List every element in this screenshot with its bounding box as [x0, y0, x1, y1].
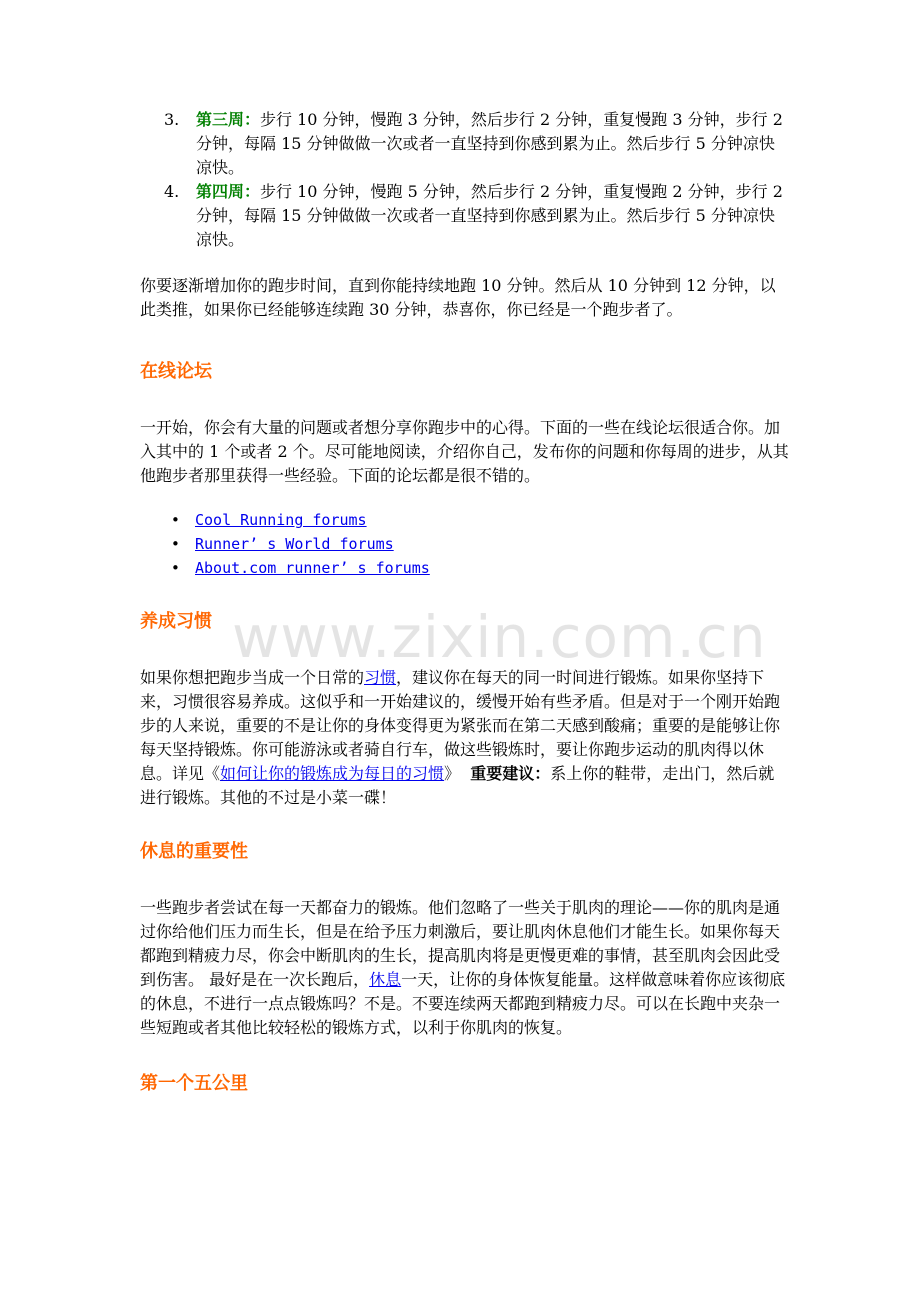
text-span: 》: [444, 764, 471, 783]
text-span: 系上你的鞋带，走出门，然后就进行锻炼。其他的不过是小菜一碟！: [140, 764, 775, 807]
watermark: www.zixin.com.cn: [232, 603, 767, 671]
link-about-com[interactable]: About.com runner’ s forums: [195, 559, 430, 577]
link-habit[interactable]: 习惯: [364, 668, 397, 687]
first-5k-heading: 第一个五公里: [140, 1073, 248, 1094]
text-span: 一些跑步者尝试在每一天都奋力的锻炼。他们忽略了一些关于肌肉的理论——你的肌肉是通过你给他们压力而生长，但是在给予压力刺激后，要让肌肉休息他们才能生长。如果你每天都跑到精疲力尽，你会中断肌肉的生长，提高肌肉将是更慢更难的事情，甚至肌肉会因此受到伤害。 最好是在一次长跑后，: [140, 898, 781, 989]
list-number: 3.: [164, 110, 180, 129]
bullet-icon: •: [171, 535, 180, 553]
forum-heading: 在线论坛: [140, 361, 212, 382]
habit-paragraph: [140, 666, 790, 810]
list-number: 4.: [164, 182, 180, 201]
link-daily-habit-article[interactable]: 如何让你的锻炼成为每日的习惯: [220, 764, 445, 783]
week-label: 第三周：: [196, 110, 261, 129]
list-item: [164, 180, 790, 252]
document-body: [140, 108, 790, 1098]
list-item: [171, 556, 790, 580]
text-span: 一天，让你的身体恢复能量。这样做意味着你应该彻底的休息，不进行一点点锻炼吗？不是。不要连续两天都跑到精疲力尽。可以在长跑中夹杂一些短跑或者其他比较轻松的锻炼方式，以利于你肌肉的恢复。: [140, 970, 786, 1037]
intro-paragraph: 你要逐渐增加你的跑步时间，直到你能持续地跑 10 分钟。然后从 10 分钟到 12 分钟，以此类推，如果你已经能够连续跑 30 分钟，恭喜你，你已经是一个跑步者了。: [140, 276, 776, 319]
forum-paragraph: 一开始，你会有大量的问题或者想分享你跑步中的心得。下面的一些在线论坛很适合你。加入其中的 1 个或者 2 个。尽可能地阅读，介绍你自己，发布你的问题和你每周的进步，从其他跑步者那里获得一些经验。下面的论坛都是很不错的。: [140, 418, 789, 485]
bullet-icon: •: [171, 559, 180, 577]
week-text: 步行 10 分钟，慢跑 5 分钟，然后步行 2 分钟，重复慢跑 2 分钟，步行 2 分钟，每隔 15 分钟做做一次或者一直坚持到你感到累为止。然后步行 5 分钟凉快凉快。: [196, 182, 783, 249]
text-span: 如果你想把跑步当成一个日常的: [140, 668, 365, 687]
link-runners-world[interactable]: Runner’ s World forums: [195, 535, 394, 553]
week-label: 第四周：: [196, 182, 261, 201]
rest-heading: 休息的重要性: [140, 841, 248, 862]
habit-heading: 养成习惯: [140, 611, 212, 632]
bullet-icon: •: [171, 511, 180, 529]
list-item: [164, 108, 790, 180]
list-item: [171, 508, 790, 532]
text-span: ，建议你在每天的同一时间进行锻炼。如果你坚持下来，习惯很容易养成。这似乎和一开始建议的，缓慢开始有些矛盾。但是对于一个刚开始跑步的人来说，重要的不是让你的身体变得更为紧张而在第二天感到酸痛；重要的是能够让你每天坚持锻炼。你可能游泳或者骑自行车，做这些锻炼时，要让你跑步运动的肌肉得以休息。详见《: [140, 668, 781, 783]
forum-links-list: [140, 508, 790, 580]
week-text: 步行 10 分钟，慢跑 3 分钟，然后步行 2 分钟，重复慢跑 3 分钟，步行 2 分钟，每隔 15 分钟做做一次或者一直坚持到你感到累为止。然后步行 5 分钟凉快凉快。: [196, 110, 783, 177]
rest-paragraph: [140, 896, 790, 1040]
important-tip-label: 重要建议：: [470, 764, 551, 783]
list-item: [171, 532, 790, 556]
link-cool-running[interactable]: Cool Running forums: [195, 511, 367, 529]
link-rest[interactable]: 休息: [369, 970, 402, 989]
weeks-list: [140, 108, 790, 252]
